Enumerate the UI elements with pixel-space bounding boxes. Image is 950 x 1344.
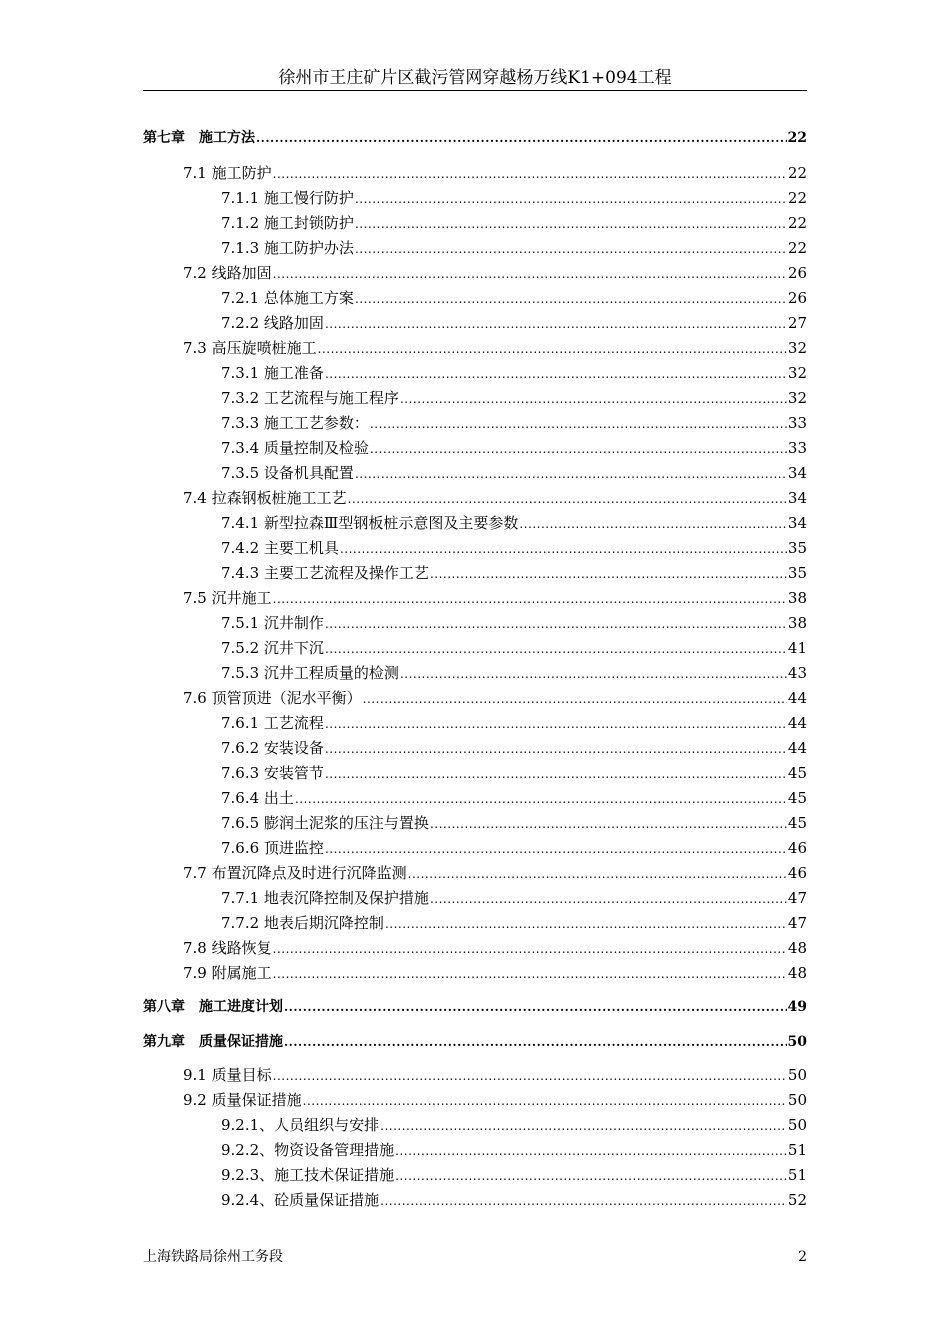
toc-dot-leader [273,1065,787,1087]
toc-dot-leader [325,613,787,635]
toc-entry-label: 7.2 线路加固 [183,264,272,282]
toc-dot-leader [325,313,787,335]
toc-entry-label: 7.3.1 施工准备 [221,364,324,382]
toc-entry[interactable] [221,912,807,934]
toc-entry-label: 7.8 线路恢复 [183,939,272,957]
toc-entry[interactable] [183,862,807,884]
toc-dot-leader [355,463,787,485]
toc-entry-label: 第七章 施工方法 [143,130,255,146]
toc-entry[interactable] [183,487,807,509]
toc-entry-label: 7.6.3 安装管节 [221,764,324,782]
toc-entry-label: 7.6.6 顶进监控 [221,839,324,857]
toc-entry[interactable] [183,337,807,359]
toc-entry-page: 22 [787,130,807,146]
toc-entry[interactable] [221,187,807,209]
toc-entry-label: 9.2.1、人员组织与安排 [221,1116,380,1134]
footer-page-number: 2 [798,1249,807,1265]
toc-entry-label: 7.3.2 工艺流程与施工程序 [221,389,399,407]
toc-entry[interactable] [221,237,807,259]
footer-organization: 上海铁路局徐州工务段 [143,1249,283,1265]
toc-entry-page: 33 [787,414,807,432]
toc-entry-label: 7.2.1 总体施工方案 [221,289,354,307]
toc-entry[interactable] [221,1189,807,1211]
toc-entry[interactable] [183,587,807,609]
toc-entry-page: 47 [787,889,807,907]
toc-entry-page: 32 [787,339,807,357]
toc-dot-leader [395,1165,787,1187]
toc-entry[interactable] [221,1164,807,1186]
toc-entry-page: 33 [787,439,807,457]
toc-entry-label: 7.1.1 施工慢行防护 [221,189,354,207]
toc-entry[interactable] [221,812,807,834]
toc-entry-label: 7.7.1 地表沉降控制及保护措施 [221,889,429,907]
toc-entry-label: 第九章 质量保证措施 [143,1034,283,1050]
toc-dot-leader [325,638,787,660]
toc-entry[interactable] [221,662,807,684]
toc-dot-leader [430,813,787,835]
toc-entry-page: 22 [787,164,807,182]
toc-dot-leader [408,863,787,885]
toc-entry-label: 9.1 质量目标 [183,1066,272,1084]
toc-dot-leader [284,996,787,1018]
toc-entry[interactable] [183,687,807,709]
toc-entry[interactable] [183,1064,807,1086]
toc-dot-leader [325,363,787,385]
toc-entry[interactable] [143,1031,807,1053]
toc-entry-page: 50 [787,1066,807,1084]
toc-dot-leader [363,688,787,710]
toc-entry-label: 7.7 布置沉降点及时进行沉降监测 [183,864,407,882]
toc-entry-label: 7.4 拉森钢板桩施工工艺 [183,489,347,507]
toc-entry[interactable] [221,637,807,659]
toc-entry-label: 7.6.5 膨润土泥浆的压注与置换 [221,814,429,832]
toc-entry-label: 7.5.2 沉井下沉 [221,639,324,657]
toc-entry-label: 7.3.4 质量控制及检验 [221,439,369,457]
toc-entry-page: 41 [787,639,807,657]
toc-entry[interactable] [221,762,807,784]
toc-entry-label: 7.4.3 主要工艺流程及操作工艺 [221,564,429,582]
toc-dot-leader [273,163,787,185]
toc-entry-page: 45 [787,789,807,807]
toc-entry[interactable] [221,437,807,459]
toc-entry[interactable] [221,1114,807,1136]
toc-entry-page: 27 [787,314,807,332]
toc-entry-page: 22 [787,214,807,232]
toc-entry[interactable] [143,127,807,149]
toc-dot-leader [348,488,787,510]
toc-dot-leader [273,588,787,610]
toc-dot-leader [325,738,787,760]
toc-entry-page: 44 [787,689,807,707]
toc-entry-label: 7.4.1 新型拉森Ⅲ型钢板桩示意图及主要参数 [221,514,519,532]
toc-dot-leader [325,763,787,785]
toc-entry-page: 45 [787,814,807,832]
toc-dot-leader [318,338,787,360]
toc-entry-page: 26 [787,289,807,307]
toc-dot-leader [325,713,787,735]
toc-entry-page: 51 [787,1166,807,1184]
toc-entry-label: 9.2 质量保证措施 [183,1091,302,1109]
toc-entry-page: 35 [787,564,807,582]
toc-entry[interactable] [221,1139,807,1161]
toc-dot-leader [380,1190,787,1212]
toc-entry-label: 7.9 附属施工 [183,964,272,982]
toc-entry-page: 50 [787,1116,807,1134]
toc-entry[interactable] [183,962,807,984]
toc-entry[interactable] [221,612,807,634]
toc-dot-leader [355,213,787,235]
toc-dot-leader [340,538,787,560]
toc-dot-leader [430,888,787,910]
toc-entry-page: 38 [787,589,807,607]
toc-dot-leader [284,1031,787,1053]
toc-entry-page: 48 [787,939,807,957]
toc-entry-label: 7.6.2 安装设备 [221,739,324,757]
toc-dot-leader [355,288,787,310]
toc-entry[interactable] [221,362,807,384]
toc-dot-leader [355,188,787,210]
toc-entry-page: 34 [787,514,807,532]
toc-entry-label: 第八章 施工进度计划 [143,999,283,1015]
toc-entry[interactable] [221,837,807,859]
toc-entry-page: 35 [787,539,807,557]
toc-entry-label: 7.5.1 沉井制作 [221,614,324,632]
toc-entry-page: 51 [787,1141,807,1159]
toc-dot-leader [273,263,787,285]
toc-entry[interactable] [183,937,807,959]
toc-entry-page: 22 [787,189,807,207]
toc-entry[interactable] [221,387,807,409]
toc-entry-label: 7.3.5 设备机具配置 [221,464,354,482]
toc-dot-leader [295,788,787,810]
toc-entry-label: 9.2.4、砼质量保证措施 [221,1191,380,1209]
toc-entry[interactable] [221,312,807,334]
toc-entry-page: 46 [787,864,807,882]
toc-dot-leader [395,1140,787,1162]
toc-entry[interactable] [221,712,807,734]
toc-dot-leader [256,127,787,149]
toc-entry-label: 9.2.2、物资设备管理措施 [221,1141,395,1159]
toc-entry-label: 7.7.2 地表后期沉降控制 [221,914,384,932]
toc-dot-leader [273,963,787,985]
toc-entry[interactable] [221,787,807,809]
toc-dot-leader [385,913,787,935]
toc-entry-label: 7.1.3 施工防护办法 [221,239,354,257]
toc-entry-label: 7.3.3 施工工艺参数： [221,414,369,432]
toc-dot-leader [303,1090,787,1112]
toc-dot-leader [519,513,787,535]
toc-entry-label: 7.5 沉井施工 [183,589,272,607]
toc-dot-leader [380,1115,787,1137]
toc-entry-page: 34 [787,464,807,482]
toc-entry-page: 50 [787,1034,807,1050]
toc-entry[interactable] [183,262,807,284]
toc-entry-label: 7.3 高压旋喷桩施工 [183,339,317,357]
toc-entry-page: 46 [787,839,807,857]
toc-entry-page: 34 [787,489,807,507]
toc-entry-label: 7.4.2 主要工机具 [221,539,339,557]
toc-entry-page: 44 [787,714,807,732]
toc-entry[interactable] [221,462,807,484]
toc-entry-label: 7.6 顶管顶进（泥水平衡） [183,689,362,707]
toc-entry-page: 52 [787,1191,807,1209]
toc-dot-leader [355,238,787,260]
toc-entry-label: 9.2.3、施工技术保证措施 [221,1166,395,1184]
toc-entry-label: 7.2.2 线路加固 [221,314,324,332]
toc-entry[interactable] [221,212,807,234]
toc-entry-page: 49 [787,999,807,1015]
toc-entry[interactable] [221,412,807,434]
toc-dot-leader [273,938,787,960]
toc-entry-page: 44 [787,739,807,757]
page-header-title: 徐州市王庄矿片区截污管网穿越杨万线K1+094工程 [143,66,807,91]
toc-dot-leader [370,413,787,435]
toc-entry[interactable] [183,162,807,184]
toc-entry[interactable] [143,996,807,1018]
toc-entry[interactable] [221,512,807,534]
toc-entry-page: 47 [787,914,807,932]
toc-entry-page: 32 [787,364,807,382]
toc-dot-leader [430,563,787,585]
toc-entry-label: 7.1.2 施工封锁防护 [221,214,354,232]
toc-dot-leader [325,838,787,860]
toc-entry[interactable] [221,887,807,909]
toc-entry-label: 7.5.3 沉井工程质量的检测 [221,664,399,682]
toc-entry[interactable] [221,562,807,584]
toc-dot-leader [400,663,787,685]
toc-entry-page: 26 [787,264,807,282]
toc-entry[interactable] [221,737,807,759]
toc-entry-label: 7.6.4 出土 [221,789,294,807]
toc-dot-leader [370,438,787,460]
toc-entry-page: 50 [787,1091,807,1109]
toc-entry-page: 48 [787,964,807,982]
toc-entry[interactable] [183,1089,807,1111]
toc-entry-page: 45 [787,764,807,782]
toc-entry-label: 7.1 施工防护 [183,164,272,182]
toc-entry-page: 43 [787,664,807,682]
toc-entry[interactable] [221,287,807,309]
toc-entry-page: 22 [787,239,807,257]
toc-dot-leader [400,388,787,410]
toc-entry-label: 7.6.1 工艺流程 [221,714,324,732]
toc-entry[interactable] [221,537,807,559]
toc-entry-page: 38 [787,614,807,632]
toc-entry-page: 32 [787,389,807,407]
